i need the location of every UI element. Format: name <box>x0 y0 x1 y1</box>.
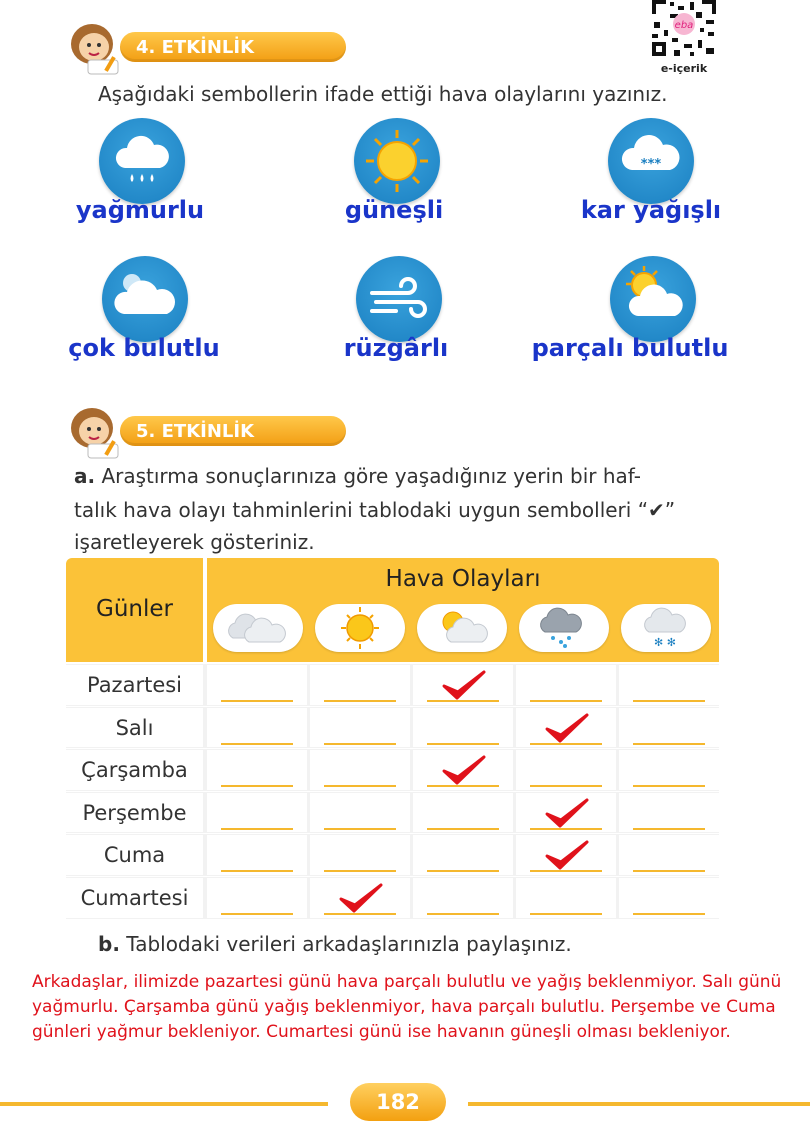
snow-icon <box>621 604 711 652</box>
page-number: 182 <box>350 1083 446 1121</box>
activity-5-title: 5. ETKİNLİK <box>136 421 255 442</box>
forecast-cell[interactable] <box>207 878 307 918</box>
cloudy-icon <box>213 604 303 652</box>
label-sunny: güneşli <box>344 196 444 224</box>
forecast-cell[interactable] <box>516 665 616 705</box>
days-header: Günler <box>96 596 173 622</box>
activity-4-title: 4. ETKİNLİK <box>136 37 255 58</box>
check-mark-icon <box>441 668 487 704</box>
sunny-icon <box>315 604 405 652</box>
forecast-cell[interactable] <box>619 793 719 833</box>
forecast-cell[interactable] <box>310 793 410 833</box>
label-windy: rüzgârlı <box>343 334 449 362</box>
answer-blank <box>633 743 705 746</box>
forecast-cell[interactable] <box>619 835 719 875</box>
label-partly-cloudy: parçalı bulutlu <box>531 334 729 362</box>
forecast-cell[interactable] <box>413 793 513 833</box>
events-header-cell <box>207 558 719 662</box>
forecast-cell[interactable] <box>413 708 513 748</box>
forecast-cell[interactable] <box>619 708 719 748</box>
rain-cloud-icon <box>99 118 185 204</box>
answer-blank <box>427 913 499 916</box>
answer-blank <box>427 743 499 746</box>
answer-blank <box>427 828 499 831</box>
label-rainy: yağmurlu <box>75 196 205 224</box>
cloud-icon <box>102 256 188 342</box>
answer-blank <box>427 870 499 873</box>
forecast-cell[interactable] <box>310 708 410 748</box>
kid-mascot-icon <box>62 404 132 460</box>
answer-blank <box>221 828 293 831</box>
forecast-cell[interactable] <box>516 878 616 918</box>
snow-cloud-icon <box>608 118 694 204</box>
forecast-cell[interactable] <box>413 835 513 875</box>
check-mark-icon <box>544 796 590 832</box>
activity-4-pill <box>120 32 346 62</box>
svg-text:✻ ✻: ✻ ✻ <box>654 636 676 649</box>
day-label: Pazartesi <box>86 673 183 697</box>
answer-blank <box>633 913 705 916</box>
qr-label: e-içerik <box>660 62 708 75</box>
forecast-cell[interactable] <box>310 835 410 875</box>
activity-4-banner <box>62 20 292 70</box>
part-a-line-3: işaretleyerek gösteriniz. <box>74 530 315 554</box>
check-mark-icon <box>544 711 590 747</box>
forecast-cell[interactable] <box>207 708 307 748</box>
check-mark-icon <box>441 753 487 789</box>
day-label: Salı <box>115 715 154 740</box>
answer-blank <box>324 828 396 831</box>
forecast-cell[interactable] <box>413 878 513 918</box>
forecast-cell[interactable] <box>207 793 307 833</box>
sun-cloud-icon <box>610 256 696 342</box>
day-label: Çarşamba <box>81 758 188 783</box>
forecast-cell[interactable] <box>619 878 719 918</box>
forecast-cell[interactable] <box>207 750 307 790</box>
answer-blank <box>221 913 293 916</box>
check-mark-icon <box>338 881 384 917</box>
answer-blank <box>324 870 396 873</box>
day-label: Perşembe <box>82 800 187 825</box>
part-a-text-1: Araştırma sonuçlarınıza göre yaşadığınız yerin bir haf- <box>101 464 641 488</box>
forecast-cell[interactable] <box>619 665 719 705</box>
answer-blank <box>221 743 293 746</box>
answer-blank <box>324 743 396 746</box>
answer-blank <box>633 785 705 788</box>
svg-text:***: *** <box>640 157 662 172</box>
answer-blank <box>530 785 602 788</box>
forecast-cell[interactable] <box>207 665 307 705</box>
activity-5-banner <box>62 404 292 454</box>
part-b-line <box>98 932 572 956</box>
forecast-cell[interactable] <box>310 750 410 790</box>
answer-blank <box>633 828 705 831</box>
answer-blank <box>530 700 602 703</box>
rain-icon <box>519 604 609 652</box>
svg-text:eba: eba <box>674 20 694 31</box>
part-b-marker: b. <box>98 932 120 956</box>
part-b-text: Tablodaki verileri arkadaşlarınızla paylaşınız. <box>126 932 572 956</box>
forecast-cell[interactable] <box>207 835 307 875</box>
check-mark-icon <box>544 838 590 874</box>
qr-code[interactable] <box>650 0 718 58</box>
days-header-cell <box>66 558 203 662</box>
forecast-cell[interactable] <box>310 665 410 705</box>
footer-line-right <box>468 1102 810 1106</box>
answer-blank <box>633 870 705 873</box>
answer-blank <box>221 700 293 703</box>
sun-icon <box>354 118 440 204</box>
answer-blank <box>633 700 705 703</box>
label-snowy: kar yağışlı <box>580 196 722 224</box>
part-a-line-2: talık hava olayı tahminlerini tablodaki uygun sembolleri “✔” <box>74 498 676 522</box>
footer-line-left <box>0 1102 328 1106</box>
label-cloudy: çok bulutlu <box>68 334 220 362</box>
answer-blank <box>221 870 293 873</box>
kid-mascot-icon <box>62 20 132 76</box>
wind-icon <box>356 256 442 342</box>
forecast-cell[interactable] <box>619 750 719 790</box>
answer-blank <box>221 785 293 788</box>
part-a-marker: a. <box>74 464 96 488</box>
events-header: Hava Olayları <box>385 566 541 592</box>
answer-blank <box>324 785 396 788</box>
activity-4-instruction: Aşağıdaki sembollerin ifade ettiği hava olaylarını yazınız. <box>98 82 668 106</box>
answer-text: Arkadaşlar, ilimizde pazartesi günü hava parçalı bulutlu ve yağış beklenmiyor. Salı günü yağmurlu. Çarşamba günü yağış beklenmiyor, hava parçalı bulutlu. Perşembe ve Cuma günleri yağmur bekleniyor. Cumartesi günü ise havanın güneşli olması bekleniyor. <box>32 972 782 1042</box>
answer-blank <box>530 913 602 916</box>
day-label: Cumartesi <box>80 886 189 910</box>
forecast-cell[interactable] <box>516 750 616 790</box>
day-label: Cuma <box>103 843 166 868</box>
activity-5-pill <box>120 416 346 446</box>
answer-blank <box>324 700 396 703</box>
partly-cloudy-icon <box>417 604 507 652</box>
part-a-line-1 <box>74 464 641 488</box>
